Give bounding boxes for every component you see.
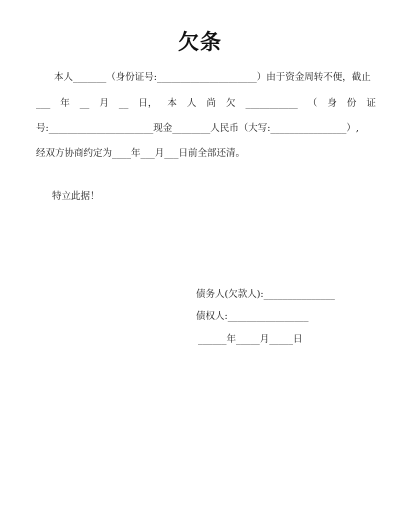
paragraph-line-3: 号:______________________现金________人民币（大写:________________）, xyxy=(36,123,359,134)
line2-part: （ xyxy=(307,98,318,109)
line2-part: 欠 xyxy=(225,98,236,109)
line2-part: 尚 xyxy=(206,98,216,109)
line2-part: 人 xyxy=(186,98,197,109)
line2-part: __ xyxy=(118,98,129,109)
paragraph-line-1: 本人_______（身份证号:_____________________）由于资金周转不便，截止 xyxy=(54,72,371,83)
line2-part: 证 xyxy=(366,98,376,109)
line2-part: 本 xyxy=(167,98,177,109)
line2-part: 日， xyxy=(138,98,158,109)
line2-part: 年 xyxy=(60,98,70,109)
line2-part: 身 xyxy=(327,98,337,109)
paragraph-line-2 xyxy=(36,98,376,110)
closing-statement: 特立此据！ xyxy=(52,191,100,202)
signature-date-line: ______年_____月_____日 xyxy=(198,334,303,345)
document-title: 欠条 xyxy=(178,30,222,54)
line2-part: ___________ xyxy=(245,98,298,109)
line2-part: 月 xyxy=(99,98,109,109)
creditor-signature-line: 债权人:_________________ xyxy=(196,311,309,322)
line2-part: 份 xyxy=(346,98,357,109)
line2-part: __ xyxy=(79,98,90,109)
paragraph-line-4: 经双方协商约定为____年___月___日前全部还清。 xyxy=(36,148,246,159)
line2-part: ___ xyxy=(36,98,51,109)
debtor-signature-line: 债务人(欠款人):_______________ xyxy=(196,289,335,300)
